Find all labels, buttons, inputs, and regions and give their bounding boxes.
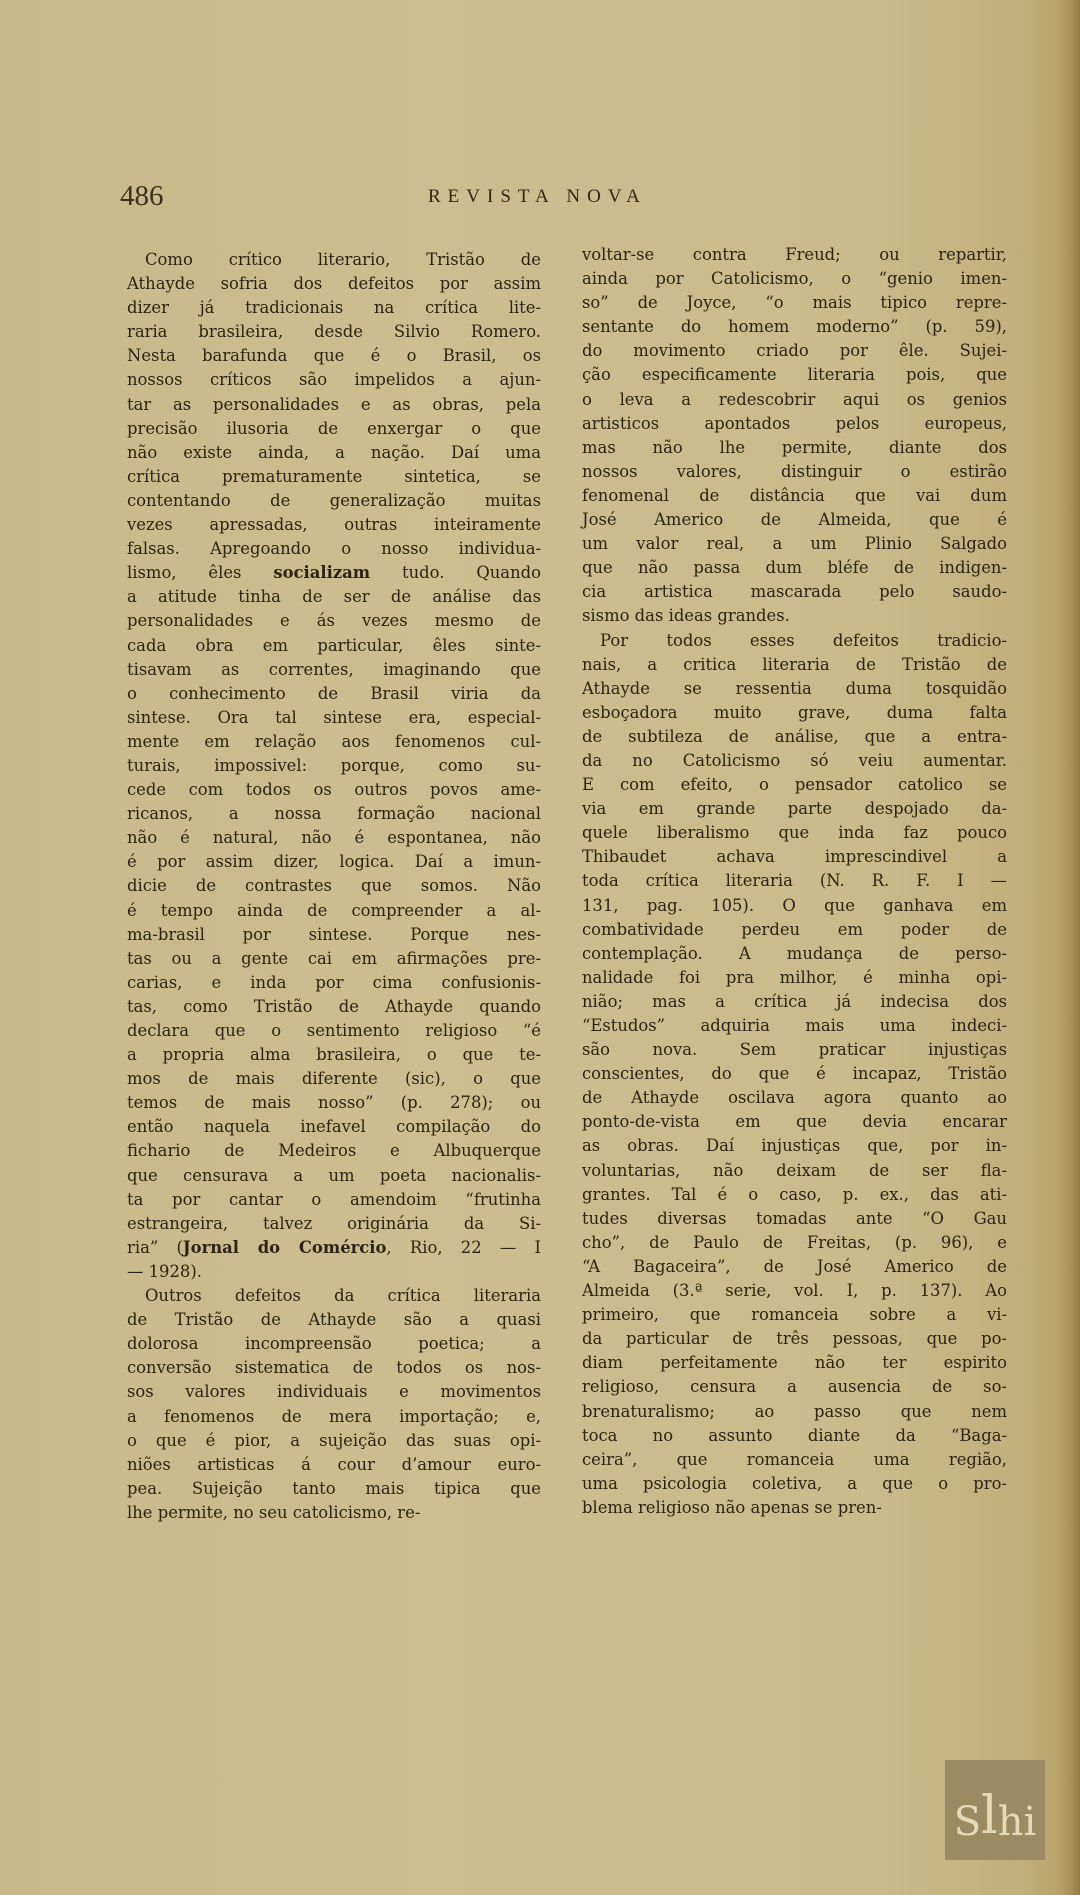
text-line: nião; mas a crítica já indecisa dos xyxy=(582,991,1007,1011)
text-line: cia artistica mascarada pelo saudo- xyxy=(582,582,1007,602)
text-line: então naquela inefavel compilação do xyxy=(127,1117,541,1137)
text-line: ceira”, que romanceia uma região, xyxy=(582,1449,1007,1469)
text-line: dicie de contrastes que somos. Não xyxy=(127,876,541,896)
logo-letter-s: S xyxy=(953,1799,982,1845)
text-line: cede com todos os outros povos ame- xyxy=(127,780,541,800)
text-segment: ria” ( xyxy=(127,1237,183,1257)
text-line: cho”, de Paulo de Freitas, (p. 96), e xyxy=(582,1232,1007,1252)
text-line: E com efeito, o pensador catolico se xyxy=(582,775,1007,795)
text-line: raria brasileira, desde Silvio Romero. xyxy=(127,322,541,342)
text-line: do movimento criado por êle. Sujei- xyxy=(582,341,1007,361)
text-line: mos de mais diferente (sic), o que xyxy=(127,1069,541,1089)
text-line: são nova. Sem praticar injustiças xyxy=(582,1040,1007,1060)
text-line: 131, pag. 105). O que ganhava em xyxy=(582,895,1007,915)
text-line: dolorosa incompreensão poetica; a xyxy=(127,1334,541,1354)
text-line: Nesta barafunda que é o Brasil, os xyxy=(127,346,541,366)
text-segment: , Rio, 22 — I xyxy=(386,1237,542,1257)
text-line: Outros defeitos da crítica literaria xyxy=(145,1286,541,1306)
bold-text: Jornal do Comércio xyxy=(182,1237,387,1257)
text-line: tudes diversas tomadas ante “O Gau xyxy=(582,1208,1007,1228)
text-line: toda crítica literaria (N. R. F. I — xyxy=(582,871,1007,891)
text-line: blema religioso não apenas se pren- xyxy=(582,1497,882,1517)
text-line: fenomenal de distância que vai dum xyxy=(582,485,1007,505)
text-line: quele liberalismo que inda faz pouco xyxy=(582,823,1007,843)
text-line: personalidades e ás vezes mesmo de xyxy=(127,611,541,631)
text-line: voltar-se contra Freud; ou repartir, xyxy=(582,245,1007,264)
text-line: turais, impossivel: porque, como su- xyxy=(127,755,541,775)
text-line: falsas. Apregoando o nosso individua- xyxy=(127,539,541,559)
text-line: o leva a redescobrir aqui os genios xyxy=(582,389,1007,409)
text-line: lhe permite, no seu catolicismo, re- xyxy=(127,1502,421,1522)
text-line: as obras. Daí injustiças que, por in- xyxy=(582,1136,1007,1156)
text-line: carias, e inda por cima confusionis- xyxy=(127,972,541,992)
text-line: — 1928). xyxy=(127,1261,202,1281)
text-line: tas, como Tristão de Athayde quando xyxy=(127,996,541,1016)
text-line: um valor real, a um Plinio Salgado xyxy=(582,534,1007,554)
text-line: da no Catolicismo só veiu aumentar. xyxy=(582,750,1007,770)
text-line xyxy=(127,1236,541,1260)
text-line: voluntarias, não deixam de ser fla- xyxy=(582,1160,1007,1180)
text-line: ma-brasil por sintese. Porque nes- xyxy=(127,924,541,944)
left-column xyxy=(127,248,541,1525)
logo-letters-hi: hi xyxy=(997,1799,1037,1845)
text-line: de subtileza de análise, que a entra- xyxy=(582,726,1007,746)
text-line: crítica prematuramente sintetica, se xyxy=(127,466,541,486)
text-line: religioso, censura a ausencia de so- xyxy=(582,1377,1007,1397)
text-line: ainda por Catolicismo, o “genio imen- xyxy=(582,269,1007,289)
text-line: primeiro, que romanceia sobre a vi- xyxy=(582,1305,1007,1325)
text-line: não existe ainda, a nação. Daí uma xyxy=(127,442,541,462)
text-segment: lismo, êles xyxy=(127,563,274,583)
text-line: niões artisticas á cour d’amour euro- xyxy=(127,1454,541,1474)
text-line: combatividade perdeu em poder de xyxy=(582,919,1007,939)
text-line xyxy=(127,561,541,585)
text-line: dizer já tradicionais na crítica lite- xyxy=(127,298,541,318)
text-line: sos valores individuais e movimentos xyxy=(127,1382,541,1402)
text-line: tas ou a gente cai em afirmações pre- xyxy=(127,948,541,968)
text-line: estrangeira, talvez originária da Si- xyxy=(127,1213,541,1233)
text-line: sentante do homem moderno” (p. 59), xyxy=(582,317,1007,337)
text-line: conscientes, do que é incapaz, Tristão xyxy=(582,1064,1007,1084)
text-line: conversão sistematica de todos os nos- xyxy=(127,1358,541,1378)
text-line: a fenomenos de mera importação; e, xyxy=(127,1406,541,1426)
text-line: temos de mais nosso” (p. 278); ou xyxy=(127,1093,541,1113)
text-line: a atitude tinha de ser de análise das xyxy=(127,587,541,607)
text-line: de Tristão de Athayde são a quasi xyxy=(127,1310,541,1330)
page-number: 486 xyxy=(120,180,164,212)
page-edge-shadow xyxy=(1058,0,1080,1895)
text-line: “A Bagaceira”, de José Americo de xyxy=(582,1256,1007,1276)
page-header xyxy=(0,180,1080,220)
text-line: sismo das ideas grandes. xyxy=(582,606,790,626)
text-line: pea. Sujeição tanto mais tipica que xyxy=(127,1478,541,1498)
text-line: nossos valores, distinguir o estirão xyxy=(582,461,1007,481)
text-line: é por assim dizer, logica. Daí a imun- xyxy=(127,852,541,872)
text-line: ta por cantar o amendoim “frutinha xyxy=(127,1189,541,1209)
text-segment: tudo. Quando xyxy=(370,563,541,583)
text-line: cada obra em particular, êles sinte- xyxy=(127,635,541,655)
text-line: grantes. Tal é o caso, p. ex., das ati- xyxy=(582,1184,1007,1204)
text-line: nossos críticos são impelidos a ajun- xyxy=(127,370,541,390)
text-line: Como crítico literario, Tristão de xyxy=(145,250,541,269)
bold-text: socializam xyxy=(273,563,371,583)
text-line: contemplação. A mudança de perso- xyxy=(582,943,1007,963)
text-line: fichario de Medeiros e Albuquerque xyxy=(127,1141,541,1161)
text-line: brenaturalismo; ao passo que nem xyxy=(582,1401,1007,1421)
text-line: Almeida (3.ª serie, vol. I, p. 137). Ao xyxy=(582,1281,1007,1301)
text-line: via em grande parte despojado da- xyxy=(582,799,1007,819)
text-line: sintese. Ora tal sintese era, especial- xyxy=(127,707,541,727)
text-line: não é natural, não é espontanea, não xyxy=(127,828,541,848)
text-line: esboçadora muito grave, duma falta xyxy=(582,702,1007,722)
text-line: precisão ilusoria de enxergar o que xyxy=(127,418,541,438)
text-line: o conhecimento de Brasil viria da xyxy=(127,683,541,703)
text-line: uma psicologia coletiva, a que o pro- xyxy=(582,1473,1007,1493)
publisher-logo xyxy=(945,1760,1045,1860)
text-line: Thibaudet achava imprescindivel a xyxy=(582,847,1007,867)
text-line: de Athayde oscilava agora quanto ao xyxy=(582,1088,1007,1108)
text-line: nalidade foi pra milhor, é minha opi- xyxy=(582,967,1007,987)
text-line: que não passa dum bléfe de indigen- xyxy=(582,558,1007,578)
text-line: toca no assunto diante da “Baga- xyxy=(582,1425,1007,1445)
text-line: declara que o sentimento religioso “é xyxy=(127,1021,541,1040)
text-line: José Americo de Almeida, que é xyxy=(582,510,1007,530)
text-line: a propria alma brasileira, o que te- xyxy=(127,1045,541,1065)
text-line: ricanos, a nossa formação nacional xyxy=(127,804,541,824)
text-line: da particular de três pessoas, que po- xyxy=(582,1329,1007,1349)
logo-letter-l: l xyxy=(981,1786,998,1846)
text-line: o que é pior, a sujeição das suas opi- xyxy=(127,1430,541,1450)
text-line: so” de Joyce, “o mais tipico repre- xyxy=(582,293,1007,313)
text-line: ção especificamente literaria pois, que xyxy=(582,365,1007,385)
text-line: vezes apressadas, outras inteiramente xyxy=(127,515,541,535)
text-line: Por todos esses defeitos tradicio- xyxy=(600,630,1007,650)
text-line: mas não lhe permite, diante dos xyxy=(582,437,1007,457)
text-line: tisavam as correntes, imaginando que xyxy=(127,659,541,679)
text-line: nais, a critica literaria de Tristão de xyxy=(582,654,1007,674)
text-line: que censurava a um poeta nacionalis- xyxy=(127,1165,541,1185)
text-line: mente em relação aos fenomenos cul- xyxy=(127,731,541,751)
text-line: “Estudos” adquiria mais uma indeci- xyxy=(582,1016,1007,1035)
text-line: ponto-de-vista em que devia encarar xyxy=(582,1112,1007,1132)
text-line: é tempo ainda de compreender a al- xyxy=(127,900,541,920)
text-line: diam perfeitamente não ter espirito xyxy=(582,1353,1007,1373)
text-line: Athayde sofria dos defeitos por assim xyxy=(127,274,541,294)
text-line: contentando de generalização muitas xyxy=(127,490,541,510)
text-line: tar as personalidades e as obras, pela xyxy=(127,394,541,414)
running-title: REVISTA NOVA xyxy=(428,186,647,207)
right-column xyxy=(582,243,1007,1520)
text-line: artisticos apontados pelos europeus, xyxy=(582,413,1007,433)
text-line: Athayde se ressentia duma tosquidão xyxy=(582,678,1007,698)
